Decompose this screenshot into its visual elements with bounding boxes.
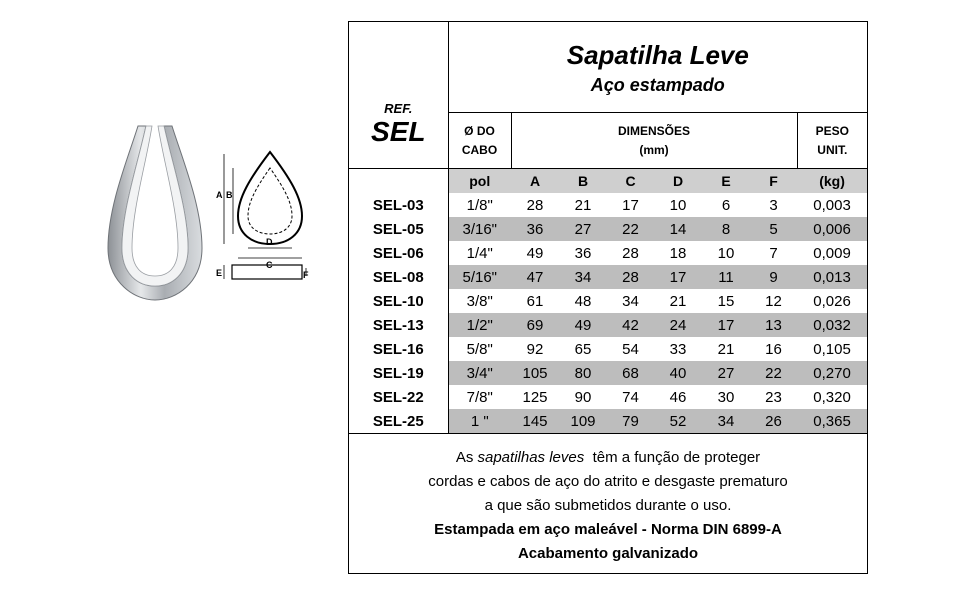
header-weight: PESO UNIT. bbox=[797, 113, 867, 169]
header-diameter: Ø DO CABO bbox=[448, 113, 511, 169]
row-code: SEL-19 bbox=[349, 361, 448, 385]
table-row bbox=[349, 409, 867, 433]
row-cell: 109 bbox=[559, 409, 607, 433]
row-cell: 125 bbox=[522, 388, 548, 406]
row-cell: 7/8" bbox=[466, 388, 493, 406]
row-cell: 27 bbox=[702, 361, 750, 385]
table-row bbox=[349, 361, 867, 385]
row-cell: 61 bbox=[526, 292, 544, 310]
thimble-photo bbox=[108, 126, 202, 300]
row-cell: 5 bbox=[750, 217, 797, 241]
row-cell: 1/8" bbox=[466, 196, 493, 214]
dim-label-d: D bbox=[266, 237, 273, 247]
ref-label: REF. bbox=[384, 100, 413, 116]
dim-label-a: A bbox=[216, 190, 223, 200]
row-cell: 68 bbox=[607, 361, 654, 385]
unit-cell: E bbox=[702, 169, 750, 194]
row-cell: 6 bbox=[721, 196, 731, 214]
reference-cell bbox=[349, 22, 448, 169]
title-cell bbox=[448, 22, 867, 113]
unit-cell: C bbox=[607, 169, 654, 194]
row-cell: 28 bbox=[526, 196, 544, 214]
row-cell: 0,006 bbox=[797, 217, 867, 241]
row-cell: 21 bbox=[717, 340, 735, 358]
row-cell: 46 bbox=[669, 388, 687, 406]
description-line: As sapatilhas leves têm a função de proteger bbox=[455, 449, 761, 466]
row-cell: 0,032 bbox=[797, 313, 867, 337]
row-cell: 1 " bbox=[448, 409, 511, 433]
row-cell: 105 bbox=[511, 361, 559, 385]
row-cell: 3 bbox=[769, 196, 778, 214]
table-row bbox=[349, 337, 867, 361]
row-code: SEL-16 bbox=[349, 337, 448, 361]
description-line: cordas e cabos de aço do atrito e desgaste prematuro bbox=[428, 473, 788, 490]
row-cell: 0,365 bbox=[797, 409, 867, 433]
description-line: Acabamento galvanizado bbox=[517, 545, 699, 562]
row-cell: 49 bbox=[559, 313, 607, 337]
description bbox=[349, 433, 867, 566]
dim-label-c: C bbox=[266, 260, 273, 270]
dim-label-e: E bbox=[216, 268, 223, 278]
row-cell: 17 bbox=[702, 313, 750, 337]
spec-table bbox=[349, 22, 867, 433]
row-cell: 80 bbox=[559, 361, 607, 385]
row-cell: 9 bbox=[750, 265, 797, 289]
row-cell: 22 bbox=[750, 361, 797, 385]
header-dimensions: DIMENSÕES (mm) bbox=[511, 113, 797, 169]
row-code: SEL-05 bbox=[349, 217, 448, 241]
row-cell: 1/2" bbox=[448, 313, 511, 337]
unit-cell: A bbox=[511, 169, 559, 194]
row-cell: 54 bbox=[622, 340, 639, 358]
row-cell: 24 bbox=[654, 313, 702, 337]
product-illustration bbox=[100, 118, 310, 308]
row-cell: 92 bbox=[526, 340, 544, 358]
row-cell: 5/16" bbox=[448, 265, 511, 289]
spec-sheet bbox=[348, 21, 868, 574]
row-code: SEL-06 bbox=[349, 241, 448, 265]
row-cell: 40 bbox=[654, 361, 702, 385]
row-cell: 0,009 bbox=[813, 244, 851, 262]
row-cell: 23 bbox=[765, 388, 782, 406]
row-code: SEL-03 bbox=[349, 193, 448, 217]
row-cell: 13 bbox=[750, 313, 797, 337]
data-rows bbox=[349, 193, 867, 433]
dim-label-f: F bbox=[303, 270, 309, 280]
row-cell: 145 bbox=[511, 409, 559, 433]
row-cell: 28 bbox=[622, 244, 639, 262]
row-code: SEL-22 bbox=[349, 385, 448, 409]
dimension-diagram bbox=[224, 152, 306, 279]
row-cell: 33 bbox=[669, 340, 687, 358]
thimble-drawing bbox=[100, 118, 310, 308]
row-cell: 11 bbox=[702, 265, 750, 289]
row-cell: 36 bbox=[574, 244, 592, 262]
description-line: Estampada em aço maleável - Norma DIN 6899-A bbox=[434, 521, 782, 538]
page-subtitle: Aço estampado bbox=[590, 75, 725, 95]
row-cell: 18 bbox=[669, 244, 687, 262]
table-row bbox=[349, 265, 867, 289]
row-cell: 34 bbox=[559, 265, 607, 289]
row-cell: 42 bbox=[607, 313, 654, 337]
row-cell: 0,105 bbox=[813, 340, 851, 358]
units-row bbox=[349, 169, 867, 194]
row-cell: 74 bbox=[622, 388, 639, 406]
ref-code: SEL bbox=[371, 115, 426, 147]
row-cell: 17 bbox=[622, 196, 639, 214]
row-cell: 0,013 bbox=[797, 265, 867, 289]
row-cell: 26 bbox=[750, 409, 797, 433]
row-cell: 0,026 bbox=[813, 292, 851, 310]
row-cell: 52 bbox=[654, 409, 702, 433]
table-row bbox=[349, 289, 867, 313]
row-cell: 34 bbox=[622, 292, 639, 310]
table-row bbox=[349, 193, 867, 217]
table-row bbox=[349, 217, 867, 241]
row-cell: 17 bbox=[654, 265, 702, 289]
row-cell: 34 bbox=[702, 409, 750, 433]
row-cell: 47 bbox=[511, 265, 559, 289]
row-cell: 8 bbox=[702, 217, 750, 241]
row-cell: 69 bbox=[511, 313, 559, 337]
row-cell: 49 bbox=[526, 244, 544, 262]
unit-cell: F bbox=[750, 169, 797, 194]
row-cell: 65 bbox=[574, 340, 592, 358]
units-blank bbox=[349, 169, 448, 194]
row-cell: 12 bbox=[765, 292, 782, 310]
row-cell: 90 bbox=[574, 388, 592, 406]
row-code: SEL-08 bbox=[349, 265, 448, 289]
row-cell: 1/4" bbox=[466, 244, 493, 262]
description-line: a que são submetidos durante o uso. bbox=[484, 497, 732, 514]
row-cell: 14 bbox=[654, 217, 702, 241]
table-row bbox=[349, 313, 867, 337]
row-cell: 0,003 bbox=[813, 196, 851, 214]
unit-cell: D bbox=[654, 169, 702, 194]
row-cell: 5/8" bbox=[466, 340, 493, 358]
row-code: SEL-13 bbox=[349, 313, 448, 337]
row-cell: 3/8" bbox=[466, 292, 493, 310]
dim-label-b: B bbox=[226, 190, 233, 200]
row-cell: 0,270 bbox=[797, 361, 867, 385]
row-cell: 10 bbox=[669, 196, 687, 214]
row-code: SEL-25 bbox=[349, 409, 448, 433]
row-cell: 16 bbox=[765, 340, 782, 358]
row-cell: 21 bbox=[574, 196, 592, 214]
row-cell: 0,320 bbox=[813, 388, 851, 406]
row-cell: 30 bbox=[717, 388, 735, 406]
row-cell: 10 bbox=[717, 244, 735, 262]
row-cell: 28 bbox=[607, 265, 654, 289]
row-cell: 21 bbox=[669, 292, 687, 310]
row-cell: 36 bbox=[511, 217, 559, 241]
row-cell: 79 bbox=[607, 409, 654, 433]
table-row bbox=[349, 385, 867, 409]
unit-cell: (kg) bbox=[797, 169, 867, 194]
page-title: Sapatilha Leve bbox=[566, 40, 749, 70]
row-code: SEL-10 bbox=[349, 289, 448, 313]
unit-cell: B bbox=[559, 169, 607, 194]
row-cell: 7 bbox=[769, 244, 778, 262]
row-cell: 48 bbox=[574, 292, 592, 310]
row-cell: 3/16" bbox=[448, 217, 511, 241]
table-row bbox=[349, 241, 867, 265]
row-cell: 15 bbox=[717, 292, 735, 310]
unit-cell: pol bbox=[448, 169, 511, 194]
row-cell: 27 bbox=[559, 217, 607, 241]
row-cell: 3/4" bbox=[448, 361, 511, 385]
row-cell: 22 bbox=[607, 217, 654, 241]
